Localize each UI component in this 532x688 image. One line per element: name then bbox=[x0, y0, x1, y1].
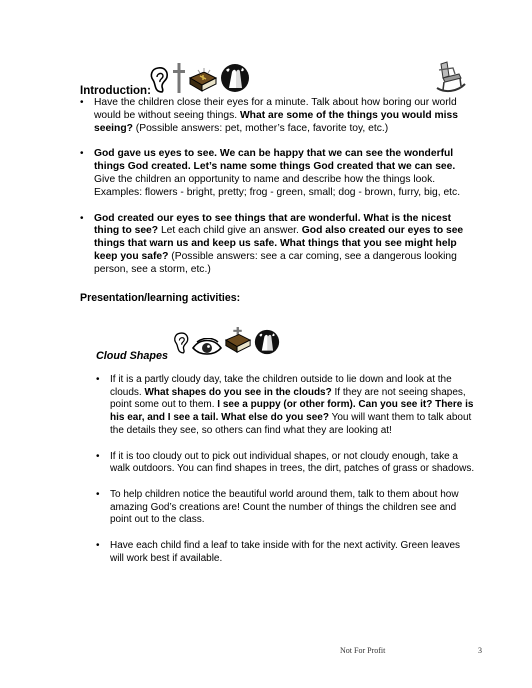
eye-icon bbox=[192, 338, 222, 356]
list-item-text bbox=[94, 148, 460, 197]
bullet: • bbox=[96, 488, 100, 500]
bold-text: God gave us eyes to see. We can be happy that we can see the wonderful things God created. Let’s name some things God created that we can see. bbox=[94, 148, 456, 173]
list-item-text bbox=[110, 489, 459, 525]
list-item bbox=[80, 213, 472, 277]
list-item-text bbox=[110, 540, 460, 564]
bullet: • bbox=[96, 450, 100, 462]
activity-icon-row bbox=[172, 326, 280, 356]
activity-title: Cloud Shapes bbox=[96, 350, 168, 362]
list-item bbox=[96, 451, 476, 476]
bullet: • bbox=[80, 212, 84, 224]
text-run: If they are not seeing shapes, point some out to them. bbox=[110, 386, 466, 411]
bold-text: What are some of the things you would miss seeing? bbox=[94, 109, 458, 134]
bullet: • bbox=[80, 148, 84, 160]
footer-text: Not For Profit bbox=[340, 646, 386, 655]
list-item bbox=[96, 489, 476, 527]
text-run: Have each child find a leaf to take inside with for the next activity. Green leaves will work best if available. bbox=[110, 540, 460, 564]
text-run: If it is too cloudy out to pick out individual shapes, or not cloudy enough, take a walk outdoors. You can find shapes in trees, the dirt, patches of grass or shadows. bbox=[110, 450, 475, 475]
text-run: Have the children close their eyes for a minute. Talk about how boring our world would be without seeing things. bbox=[94, 97, 457, 121]
list-item-text bbox=[110, 374, 473, 436]
bold-text: What shapes do you see in the clouds? bbox=[144, 386, 332, 398]
list-item-text bbox=[110, 451, 474, 475]
bible-icon bbox=[188, 68, 218, 94]
intro-bullet-list bbox=[80, 97, 472, 290]
praying-hands-icon bbox=[254, 328, 280, 356]
activity-bullet-list bbox=[96, 374, 476, 578]
ear-icon bbox=[148, 66, 170, 94]
bible-icon bbox=[224, 326, 252, 356]
intro-icon-row bbox=[148, 62, 250, 94]
presentation-heading: Presentation/learning activities: bbox=[80, 292, 241, 304]
list-item bbox=[80, 97, 472, 135]
praying-hands-icon bbox=[220, 62, 250, 94]
list-item bbox=[96, 374, 476, 438]
bold-text: God also created our eyes to see things that warn us and keep us safe. What things that you see might help keep you safe? bbox=[94, 225, 464, 262]
rocking-chair-icon bbox=[433, 60, 467, 94]
cross-icon bbox=[172, 62, 186, 94]
bullet: • bbox=[96, 374, 100, 385]
list-item bbox=[80, 148, 472, 199]
page-number: 3 bbox=[478, 646, 482, 655]
text-run: You will want them to talk about the details they see, so others can find what they are looking at! bbox=[110, 412, 472, 436]
bold-text: God created our eyes to see things that are wonderful. What is the nicest thing to see? bbox=[94, 212, 452, 237]
intro-heading: Introduction: bbox=[80, 85, 151, 97]
list-item-text bbox=[94, 213, 463, 275]
list-item-text bbox=[94, 97, 458, 134]
list-item bbox=[96, 540, 476, 565]
text-run: If it is a partly cloudy day, take the children outside to lie down and look at the clouds. bbox=[110, 374, 452, 398]
bold-text: I see a puppy (or other form). Can you see it? There is his ear, and I see a tail. What else do you see? bbox=[110, 399, 474, 424]
ear-icon bbox=[172, 330, 190, 356]
text-run: (Possible answers: pet, mother’s face, favorite toy, etc.) bbox=[132, 122, 389, 134]
text-run: (Possible answers: see a car coming, see a dangerous looking person, see a storm, etc.) bbox=[94, 250, 457, 275]
text-run: To help children notice the beautiful world around them, talk to them about how amazing God’s creations are! Count the number of things the children see and point out to the class. bbox=[110, 488, 459, 526]
bullet: • bbox=[96, 540, 100, 552]
text-run: Give the children an opportunity to name and describe how the things look. Examples: flowers - bright, pretty; frog - green, small; dog - brown, furry, big, etc. bbox=[94, 173, 461, 198]
bullet: • bbox=[80, 97, 84, 108]
text-run: Let each child give an answer. bbox=[158, 225, 302, 237]
